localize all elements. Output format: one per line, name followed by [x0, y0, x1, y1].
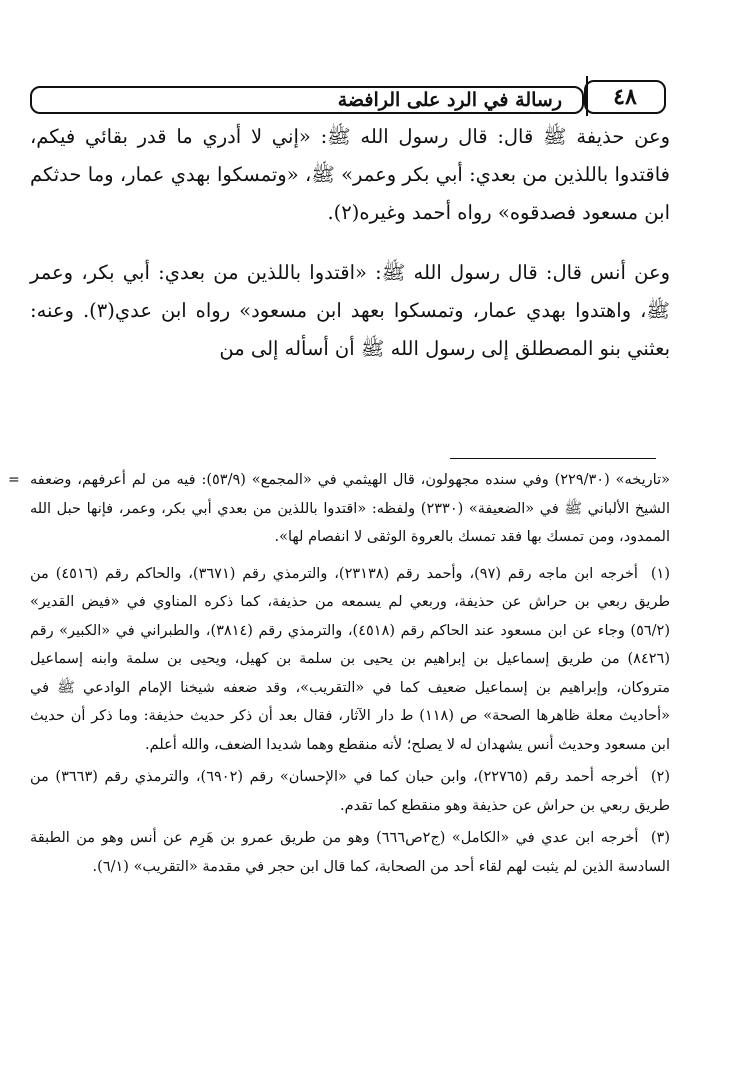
footnote-item [30, 824, 670, 881]
footnote-separator [450, 458, 656, 459]
paragraph: وعن حذيفة ﷺ قال: قال رسول الله ﷺ: «إني لا أدري ما قدر بقائي فيكم، فاقتدوا باللذين من بعدي: أبي بكر وعمر» ﷺ، «وتمسكوا بهدي عمار، وما حدثكم ابن مسعود فصدقوه» رواه أحمد وغيره(٢). [30, 125, 670, 224]
page-number-box [584, 80, 666, 114]
header-divider [586, 76, 588, 116]
footnotes [8, 466, 671, 885]
footnote-text: «تاريخه» (٢٢٩/٣٠) وفي سنده مجهولون، قال الهيثمي في «المجمع» (٥٣/٩): فيه من لم أعرفهم، وضعفه الشيخ الألباني ﷺ في «الضعيفة» (٢٣٣٠) ولفظه: «اقتدوا باللذين من بعدي أبي بكر، وعمر، فإنها حبل الله الممدود، ومن تمسك بها فقد تمسك بالعروة الوثقى لا انفصام لها». [30, 472, 671, 545]
footnote-text: أخرجه ابن ماجه رقم (٩٧)، وأحمد رقم (٢٣١٣٨)، والترمذي رقم (٣٦٧١)، والحاكم رقم (٤٥١٦) من طريق ربعي بن حراش عن حذيفة، وربعي لم يسمعه من حذيفة، كما ذكره المناوي في «فيض القدير» (٥٦/٢) وجاء عن ابن مسعود عند الحاكم رقم (٤٥١٨)، والترمذي رقم (٣٨١٤)، والطبراني في «الكبير» رقم (٨٤٢٦) من طريق إسماعيل بن إبراهيم بن يحيى بن سلمة بن كهيل، ويحيى بن سلمة وابنه إسماعيل متروكان، وإبراهيم بن إسماعيل ضعيف كما في «التقريب»، وقد ضعفه شيخنا الإمام الوادعي ﷺ في «أحاديث معلة ظاهرها الصحة» ص (١١٨) ط دار الآثار، فقال بعد أن ذكر حديث حذيفة: وما ذكر أن حديث ابن مسعود وحديث أنس يشهدان له لا يصلح؛ لأنه منقطع وهما شديدا الضعف، والله أعلم. [30, 565, 670, 753]
running-header [30, 86, 584, 114]
footnote-marker: (٣) [650, 830, 671, 846]
footnote-marker: (٢) [650, 769, 670, 785]
main-text [30, 118, 670, 390]
paragraph: وعن أنس قال: قال رسول الله ﷺ: «اقتدوا باللذين من بعدي: أبي بكر، وعمر ﷺ، واهتدوا بهدي عمار، وتمسكوا بعهد ابن مسعود» رواه ابن عدي(٣). وعنه: بعثني بنو المصطلق إلى رسول الله ﷺ أن أسأله إلى من [30, 261, 670, 360]
header-title: رسالة في الرد على الرافضة [337, 89, 562, 111]
footnote-text: أخرجه ابن عدي في «الكامل» (ج٢ص٦٦٦) وهو من طريق عمرو بن هَرِم عن أنس وهو من الطبقة السادسة الذين لم يثبت لهم لقاء أحد من الصحابة، كما قال ابن حجر في مقدمة «التقريب» (٦/١). [30, 830, 670, 875]
footnote-marker: (١) [650, 565, 671, 582]
footnote-item [30, 763, 670, 820]
footnote-item [30, 560, 670, 760]
footnote-continuation [8, 466, 671, 552]
page-number: ٤٨ [613, 84, 637, 110]
continuation-mark: = [8, 472, 20, 488]
footnote-text: أخرجه أحمد رقم (٢٢٧٦٥)، وابن حبان كما في «الإحسان» رقم (٦٩٠٢)، والترمذي رقم (٣٦٦٣) من طريق ربعي بن حراش عن حذيفة وهو منقطع كما تقدم. [30, 769, 670, 814]
